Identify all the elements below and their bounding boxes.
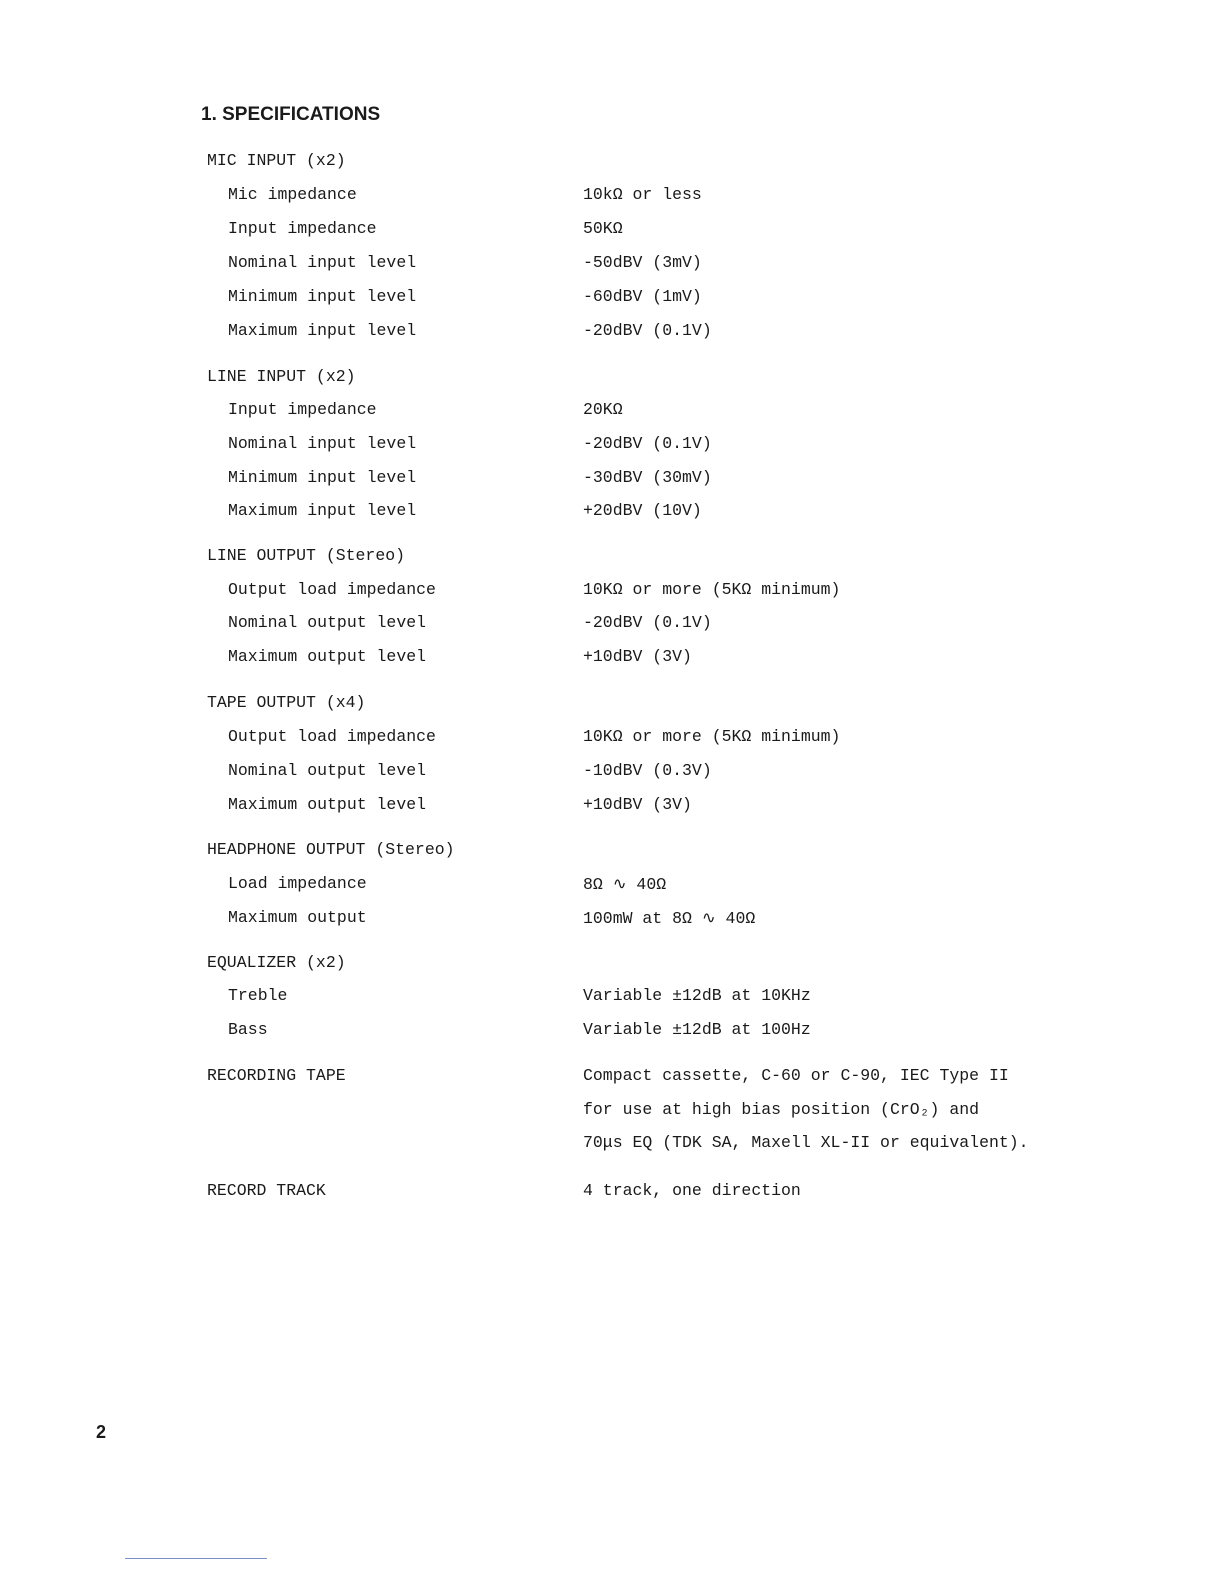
spec-label: Nominal input level — [228, 253, 417, 272]
section-title-headphone-output: HEADPHONE OUTPUT (Stereo) — [207, 840, 455, 859]
section-title-record-track: RECORD TRACK — [207, 1181, 326, 1200]
spec-label: Output load impedance — [228, 580, 436, 599]
section-title-tape-output: TAPE OUTPUT (x4) — [207, 693, 366, 712]
spec-value: 4 track, one direction — [583, 1181, 801, 1200]
spec-value: 70μs EQ (TDK SA, Maxell XL-II or equivalent). — [583, 1133, 1029, 1152]
spec-label: Nominal input level — [228, 434, 417, 453]
page-number: 2 — [96, 1422, 107, 1442]
spec-label: Input impedance — [228, 400, 377, 419]
section-title-recording-tape: RECORDING TAPE — [207, 1066, 346, 1085]
section-title-line-input: LINE INPUT (x2) — [207, 367, 356, 386]
spec-label: Maximum input level — [228, 321, 417, 340]
spec-label: Bass — [228, 1020, 268, 1039]
spec-value: 20KΩ — [583, 400, 623, 419]
spec-label: Minimum input level — [228, 468, 417, 487]
spec-label: Maximum input level — [228, 501, 417, 520]
spec-label: Load impedance — [228, 874, 367, 893]
spec-label: Minimum input level — [228, 287, 417, 306]
footer-rule — [125, 1558, 267, 1559]
spec-value: Compact cassette, C-60 or C-90, IEC Type II — [583, 1066, 1009, 1085]
spec-value: Variable ±12dB at 10KHz — [583, 986, 811, 1005]
spec-value: for use at high bias position (CrO₂) and — [583, 1100, 980, 1119]
spec-value: -20dBV (0.1V) — [583, 434, 712, 453]
spec-value: -20dBV (0.1V) — [583, 321, 712, 340]
spec-label: Output load impedance — [228, 727, 436, 746]
spec-label: Nominal output level — [228, 761, 427, 780]
spec-value: +10dBV (3V) — [583, 795, 692, 814]
spec-value: 8Ω ∿ 40Ω — [583, 875, 667, 894]
section-title-equalizer: EQUALIZER (x2) — [207, 953, 346, 972]
spec-value: -10dBV (0.3V) — [583, 761, 712, 780]
spec-label: Maximum output level — [228, 795, 427, 814]
section-title-mic-input: MIC INPUT (x2) — [207, 151, 346, 170]
page-title: 1. SPECIFICATIONS — [201, 104, 381, 125]
section-title-line-output: LINE OUTPUT (Stereo) — [207, 546, 406, 565]
spec-value: -30dBV (30mV) — [583, 468, 712, 487]
spec-value: 100mW at 8Ω ∿ 40Ω — [583, 909, 756, 928]
spec-value: +10dBV (3V) — [583, 647, 692, 666]
spec-label: Treble — [228, 986, 288, 1005]
spec-value: 50KΩ — [583, 219, 623, 238]
spec-label: Maximum output — [228, 908, 367, 927]
spec-value: +20dBV (10V) — [583, 501, 702, 520]
spec-value: -20dBV (0.1V) — [583, 613, 712, 632]
spec-value: -60dBV (1mV) — [583, 287, 702, 306]
spec-label: Input impedance — [228, 219, 377, 238]
spec-label: Nominal output level — [228, 613, 427, 632]
spec-label: Maximum output level — [228, 647, 427, 666]
spec-label: Mic impedance — [228, 185, 357, 204]
spec-value: 10KΩ or more (5KΩ minimum) — [583, 727, 841, 746]
spec-value: 10KΩ or more (5KΩ minimum) — [583, 580, 841, 599]
spec-value: 10kΩ or less — [583, 185, 702, 204]
spec-value: -50dBV (3mV) — [583, 253, 702, 272]
spec-value: Variable ±12dB at 100Hz — [583, 1020, 811, 1039]
